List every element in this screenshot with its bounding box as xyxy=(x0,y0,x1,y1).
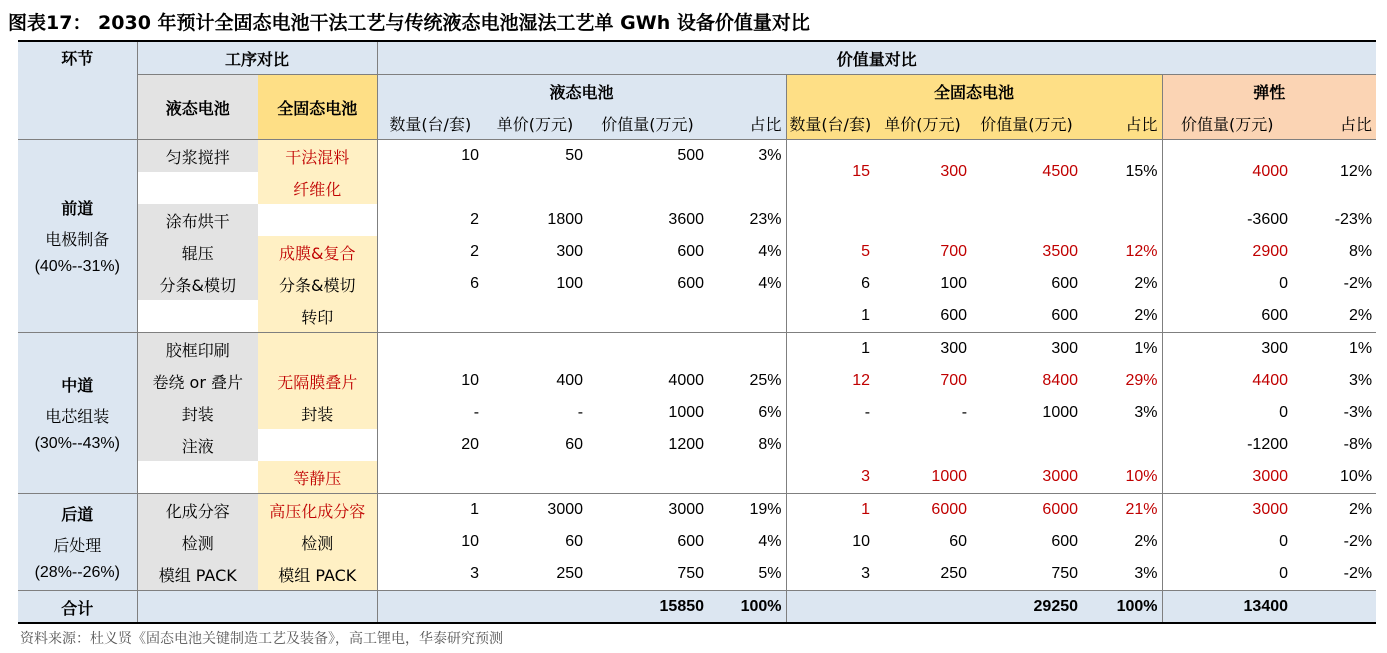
col-solid-share: 占比 xyxy=(1082,107,1162,140)
col-solid-price: 单价(万元) xyxy=(874,107,971,140)
liquid-qty xyxy=(377,300,483,333)
liquid-price xyxy=(483,300,587,333)
header-elasticity: 弹性 xyxy=(1162,75,1376,108)
elastic-value: 0 xyxy=(1162,397,1292,429)
header-solid-battery: 全固态电池 xyxy=(786,75,1162,108)
liquid-qty: - xyxy=(377,397,483,429)
comparison-table xyxy=(18,42,1376,623)
solid-qty: 5 xyxy=(786,236,874,268)
solid-price: 700 xyxy=(940,243,968,260)
liquid-value: 600 xyxy=(677,275,705,292)
header-segment: 环节 xyxy=(18,42,137,140)
elastic-share: 1% xyxy=(1292,333,1376,366)
liquid-process: 涂布烘干 xyxy=(137,204,258,236)
solid-price: 100 xyxy=(940,275,968,292)
liquid-share: 4% xyxy=(758,243,782,260)
figure-title: 图表17： 2030 年预计全固态电池干法工艺与传统液态电池湿法工艺单 GWh 设备价值量对比 xyxy=(8,12,810,34)
segment-front-desc: 电极制备 xyxy=(45,230,110,249)
total-label: 合计 xyxy=(18,591,137,624)
col-liquid-price: 单价(万元) xyxy=(483,107,587,140)
segment-back-desc: 后处理 xyxy=(53,536,102,555)
solid-share: 2% xyxy=(1134,307,1158,324)
solid-value: 300 xyxy=(971,333,1082,366)
segment-back-name: 后道 xyxy=(61,505,94,524)
liquid-share: 4% xyxy=(758,275,782,292)
liquid-process: 检测 xyxy=(137,526,258,558)
liquid-value xyxy=(587,300,708,333)
liquid-price: 50 xyxy=(483,140,587,173)
col-solid-qty: 数量(台/套) xyxy=(786,107,874,140)
liquid-value: 1000 xyxy=(668,404,705,421)
elastic-value: 0 xyxy=(1162,558,1292,591)
liquid-share: 4% xyxy=(758,533,782,550)
elastic-share: -2% xyxy=(1343,275,1373,292)
liquid-price xyxy=(483,461,587,494)
solid-share: 29% xyxy=(1125,372,1158,389)
liquid-qty xyxy=(377,333,483,366)
solid-qty: 10 xyxy=(786,526,874,558)
liquid-value: 600 xyxy=(677,243,705,260)
elastic-value: 4400 xyxy=(1162,365,1292,397)
liquid-value: 1200 xyxy=(668,436,705,453)
solid-price: 700 xyxy=(940,372,968,389)
liquid-process: 注液 xyxy=(137,429,258,461)
solid-process: 检测 xyxy=(258,526,377,558)
liquid-process: 模组 PACK xyxy=(137,558,258,591)
header-value-compare: 价值量对比 xyxy=(377,42,1376,75)
solid-process: 无隔膜叠片 xyxy=(258,365,377,397)
segment-middle-desc: 电芯组装 xyxy=(45,407,110,426)
liquid-process: 分条&模切 xyxy=(137,268,258,300)
elastic-share: -23% xyxy=(1334,211,1373,228)
solid-share: 3% xyxy=(1134,565,1158,582)
liquid-qty xyxy=(377,461,483,494)
elastic-value: 4000 xyxy=(1162,140,1292,205)
elastic-share: -3% xyxy=(1343,404,1373,421)
solid-share: 3% xyxy=(1134,404,1158,421)
liquid-qty: 1 xyxy=(377,494,483,527)
solid-qty: - xyxy=(786,397,874,429)
elastic-value: 600 xyxy=(1162,300,1292,333)
solid-price: - xyxy=(961,404,968,421)
segment-front-name: 前道 xyxy=(61,199,94,218)
liquid-price: 60 xyxy=(565,436,584,453)
elastic-share: 12% xyxy=(1292,140,1376,205)
liquid-price: - xyxy=(577,404,584,421)
elastic-share: -8% xyxy=(1343,436,1373,453)
solid-qty: 15 xyxy=(786,140,874,205)
liquid-share xyxy=(708,300,786,333)
liquid-share: 8% xyxy=(758,436,782,453)
solid-share: 10% xyxy=(1125,468,1158,485)
solid-qty: 3 xyxy=(786,461,874,494)
solid-share: 12% xyxy=(1125,243,1158,260)
solid-process xyxy=(258,204,377,236)
solid-share: 1% xyxy=(1082,333,1162,366)
elastic-share: 2% xyxy=(1292,494,1376,527)
solid-share: 2% xyxy=(1134,275,1158,292)
liquid-value: 500 xyxy=(587,140,708,173)
liquid-share xyxy=(708,333,786,366)
total-liquid-value: 15850 xyxy=(587,591,708,624)
solid-price: 60 xyxy=(949,533,968,550)
liquid-process: 封装 xyxy=(137,397,258,429)
solid-value: 1000 xyxy=(1042,404,1079,421)
solid-price: 6000 xyxy=(874,494,971,527)
liquid-price: 60 xyxy=(565,533,584,550)
solid-price: 300 xyxy=(874,140,971,205)
elastic-share: 2% xyxy=(1348,307,1373,324)
col-liquid-value: 价值量(万元) xyxy=(587,107,708,140)
liquid-value: 4000 xyxy=(668,372,705,389)
header-process-compare: 工序对比 xyxy=(137,42,377,75)
elastic-value: 300 xyxy=(1162,333,1292,366)
solid-share xyxy=(1082,204,1162,236)
liquid-qty: 10 xyxy=(377,365,483,397)
total-liquid-share: 100% xyxy=(708,591,786,624)
liquid-price: 100 xyxy=(556,275,584,292)
elastic-share: -2% xyxy=(1343,565,1373,582)
solid-value: 3000 xyxy=(1042,468,1079,485)
solid-qty: 1 xyxy=(786,333,874,366)
liquid-share: 25% xyxy=(749,372,782,389)
solid-value xyxy=(971,429,1082,461)
solid-process: 等静压 xyxy=(258,461,377,494)
elastic-value: 0 xyxy=(1162,268,1292,300)
col-elastic-share: 占比 xyxy=(1292,107,1376,140)
solid-value: 600 xyxy=(1051,533,1079,550)
liquid-share: 23% xyxy=(749,211,782,228)
liquid-price: 300 xyxy=(556,243,584,260)
liquid-process: 化成分容 xyxy=(137,494,258,527)
liquid-qty: 10 xyxy=(377,140,483,173)
liquid-share: 3% xyxy=(708,140,786,173)
segment-middle-range: (30%--43%) xyxy=(34,435,120,452)
elastic-value: -1200 xyxy=(1162,429,1292,461)
segment-front xyxy=(18,140,137,333)
liquid-qty: 2 xyxy=(377,204,483,236)
solid-qty: 1 xyxy=(786,300,874,333)
solid-share xyxy=(1082,429,1162,461)
liquid-process xyxy=(137,300,258,333)
liquid-price: 1800 xyxy=(547,211,584,228)
segment-middle xyxy=(18,333,137,494)
solid-value: 4500 xyxy=(971,140,1082,205)
liquid-share: 5% xyxy=(758,565,782,582)
liquid-price: 250 xyxy=(556,565,584,582)
solid-price: 600 xyxy=(940,307,968,324)
liquid-qty: 2 xyxy=(377,236,483,268)
solid-process: 纤维化 xyxy=(258,172,377,204)
solid-qty: 6 xyxy=(786,268,874,300)
solid-share: 2% xyxy=(1134,533,1158,550)
elastic-value: 2900 xyxy=(1162,236,1292,268)
liquid-price xyxy=(483,333,587,366)
liquid-process: 辊压 xyxy=(137,236,258,268)
liquid-qty: 20 xyxy=(377,429,483,461)
header-solid-process: 全固态电池 xyxy=(258,75,377,140)
liquid-process xyxy=(137,172,258,204)
liquid-qty: 3 xyxy=(377,558,483,591)
segment-front-range: (40%--31%) xyxy=(34,258,120,275)
liquid-share: 6% xyxy=(758,404,782,421)
liquid-value: 3000 xyxy=(587,494,708,527)
liquid-process: 匀浆搅拌 xyxy=(137,140,258,173)
solid-process: 模组 PACK xyxy=(258,558,377,591)
col-liquid-qty: 数量(台/套) xyxy=(377,107,483,140)
solid-price xyxy=(874,429,971,461)
liquid-qty: 10 xyxy=(377,526,483,558)
solid-qty xyxy=(786,204,874,236)
solid-process: 高压化成分容 xyxy=(258,494,377,527)
source-note: 资料来源：杜义贤《固态电池关键制造工艺及装备》，高工锂电，华泰研究预测 xyxy=(20,631,503,647)
liquid-share xyxy=(708,461,786,494)
elastic-value: 3000 xyxy=(1162,461,1292,494)
header-liquid-process: 液态电池 xyxy=(137,75,258,140)
col-solid-value: 价值量(万元) xyxy=(971,107,1082,140)
solid-process: 转印 xyxy=(258,300,377,333)
solid-qty xyxy=(786,429,874,461)
solid-share: 15% xyxy=(1082,140,1162,205)
solid-process xyxy=(258,429,377,461)
solid-value: 750 xyxy=(1051,565,1079,582)
solid-price: 300 xyxy=(874,333,971,366)
solid-qty: 12 xyxy=(786,365,874,397)
segment-back xyxy=(18,494,137,591)
liquid-price: 3000 xyxy=(483,494,587,527)
solid-value: 3500 xyxy=(1042,243,1079,260)
col-liquid-share: 占比 xyxy=(708,107,786,140)
total-solid-value: 29250 xyxy=(971,591,1082,624)
bottom-rule xyxy=(18,622,1376,624)
total-solid-share: 100% xyxy=(1082,591,1162,624)
elastic-share: 3% xyxy=(1348,372,1373,389)
segment-back-range: (28%--26%) xyxy=(34,564,120,581)
liquid-qty: 6 xyxy=(377,268,483,300)
solid-value: 600 xyxy=(1051,307,1079,324)
solid-qty: 1 xyxy=(786,494,874,527)
elastic-share: 10% xyxy=(1340,468,1373,485)
solid-process: 干法混料 xyxy=(258,140,377,173)
liquid-value: 600 xyxy=(677,533,705,550)
solid-value: 6000 xyxy=(971,494,1082,527)
header-liquid-battery: 液态电池 xyxy=(377,75,786,108)
solid-price: 1000 xyxy=(931,468,968,485)
liquid-value: 3600 xyxy=(668,211,705,228)
solid-price xyxy=(874,204,971,236)
elastic-share: 8% xyxy=(1348,243,1373,260)
solid-price: 250 xyxy=(940,565,968,582)
solid-share: 21% xyxy=(1082,494,1162,527)
solid-process: 封装 xyxy=(258,397,377,429)
liquid-process: 卷绕 or 叠片 xyxy=(137,365,258,397)
elastic-value: 0 xyxy=(1162,526,1292,558)
liquid-process: 胶框印刷 xyxy=(137,333,258,366)
elastic-value: 3000 xyxy=(1162,494,1292,527)
elastic-value: -3600 xyxy=(1162,204,1292,236)
segment-middle-name: 中道 xyxy=(61,376,94,395)
solid-process xyxy=(258,333,377,366)
liquid-price: 400 xyxy=(556,372,584,389)
elastic-share: -2% xyxy=(1343,533,1373,550)
solid-process: 分条&模切 xyxy=(258,268,377,300)
total-elastic-value: 13400 xyxy=(1162,591,1292,624)
solid-qty: 3 xyxy=(786,558,874,591)
col-elastic-value: 价值量(万元) xyxy=(1162,107,1292,140)
liquid-value: 750 xyxy=(677,565,705,582)
solid-value: 600 xyxy=(1051,275,1079,292)
solid-value: 8400 xyxy=(1042,372,1079,389)
liquid-process xyxy=(137,461,258,494)
solid-process: 成膜&复合 xyxy=(258,236,377,268)
liquid-value xyxy=(587,333,708,366)
liquid-value xyxy=(587,461,708,494)
solid-value xyxy=(971,204,1082,236)
liquid-share: 19% xyxy=(708,494,786,527)
